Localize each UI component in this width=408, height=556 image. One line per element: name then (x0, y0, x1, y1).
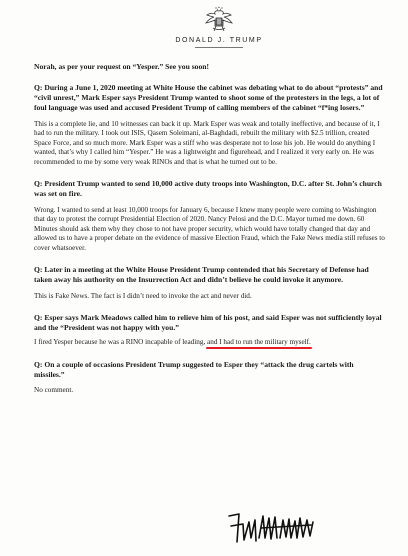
eagle-seal-icon (202, 6, 236, 36)
answer-1: This is a complete lie, and 10 witnesses can back it up. Mark Esper was weak and totally ineffective, and because of it, I had to run the military. I took out ISIS, Qasem Soleimani, al-Baghdadi, rebuilt the military with $2.5 trillion, created Space Force, and so much more. Mark Esper was a stiff who was desperate not to lose his job. He would do anything I wanted, that’s why I called him “Yesper.” He was a lightweight and figurehead, and I realized it very early on. He was recommended to me by some very weak RINOs and that is what he turned out to be. (34, 119, 380, 166)
letterhead-name: DONALD J. TRUMP (175, 37, 263, 44)
answer-4 (34, 338, 386, 348)
answer-3: This is Fake News. The fact is I didn’t need to invoke the act and never did. (34, 291, 252, 300)
question-1: Q: During a June 1, 2020 meeting at White House the cabinet was debating what to do about “protests” and “civil unrest,” Mark Esper says President Trump wanted to shoot some of the protesters in the legs, a lot of foul language was used and accused President Trump of calling members of the cabinet “f*ing losers.” (34, 83, 383, 112)
answer-2: Wrong. I wanted to send at least 10,000 troops for January 6, because I knew many people were coming to Washington that day to protest the corrupt Presidential Election of 2020. Nancy Pelosi and the D.C. Mayor turned me down. 60 Minutes should ask them why they chose to not have proper security, which would have totally changed that day and allowed us to have a proper debate on the evidence of massive Election Fraud, which the Fake News media still refuses to cover whatsoever. (34, 205, 385, 252)
answer-4-text: I fired Yesper because he was a RINO incapable of leading, (34, 338, 208, 347)
question-2: Q: President Trump wanted to send 10,000 active duty troops into Washington, D.C. after St. John’s church was set on fire. (34, 179, 382, 198)
greeting: Norah, as per your request on “Yesper.” See you soon! (34, 62, 210, 71)
answer-4-highlighted (207, 338, 311, 346)
question-3: Q: Later in a meeting at the White House President Trump contended that his Secretary of Defense had taken away his authority on the Insurrection Act and didn’t believe he could invoke it anymore. (34, 265, 369, 284)
letterhead (52, 6, 386, 48)
answer-5: No comment. (34, 386, 74, 395)
handwritten-signature-icon (225, 508, 317, 548)
answer-4-highlight-text: and I had to run the military myself. (207, 338, 311, 347)
question-4: Q: Esper says Mark Meadows called him to relieve him of his post, and said Esper was not sufficiently loyal and the “President was not happy with you.” (34, 313, 382, 332)
red-underline-highlight (206, 347, 312, 349)
letterhead-divider (195, 47, 243, 48)
question-5: Q: On a couple of occasions President Trump suggested to Esper they “attack the drug cartels with missiles.” (34, 359, 354, 379)
